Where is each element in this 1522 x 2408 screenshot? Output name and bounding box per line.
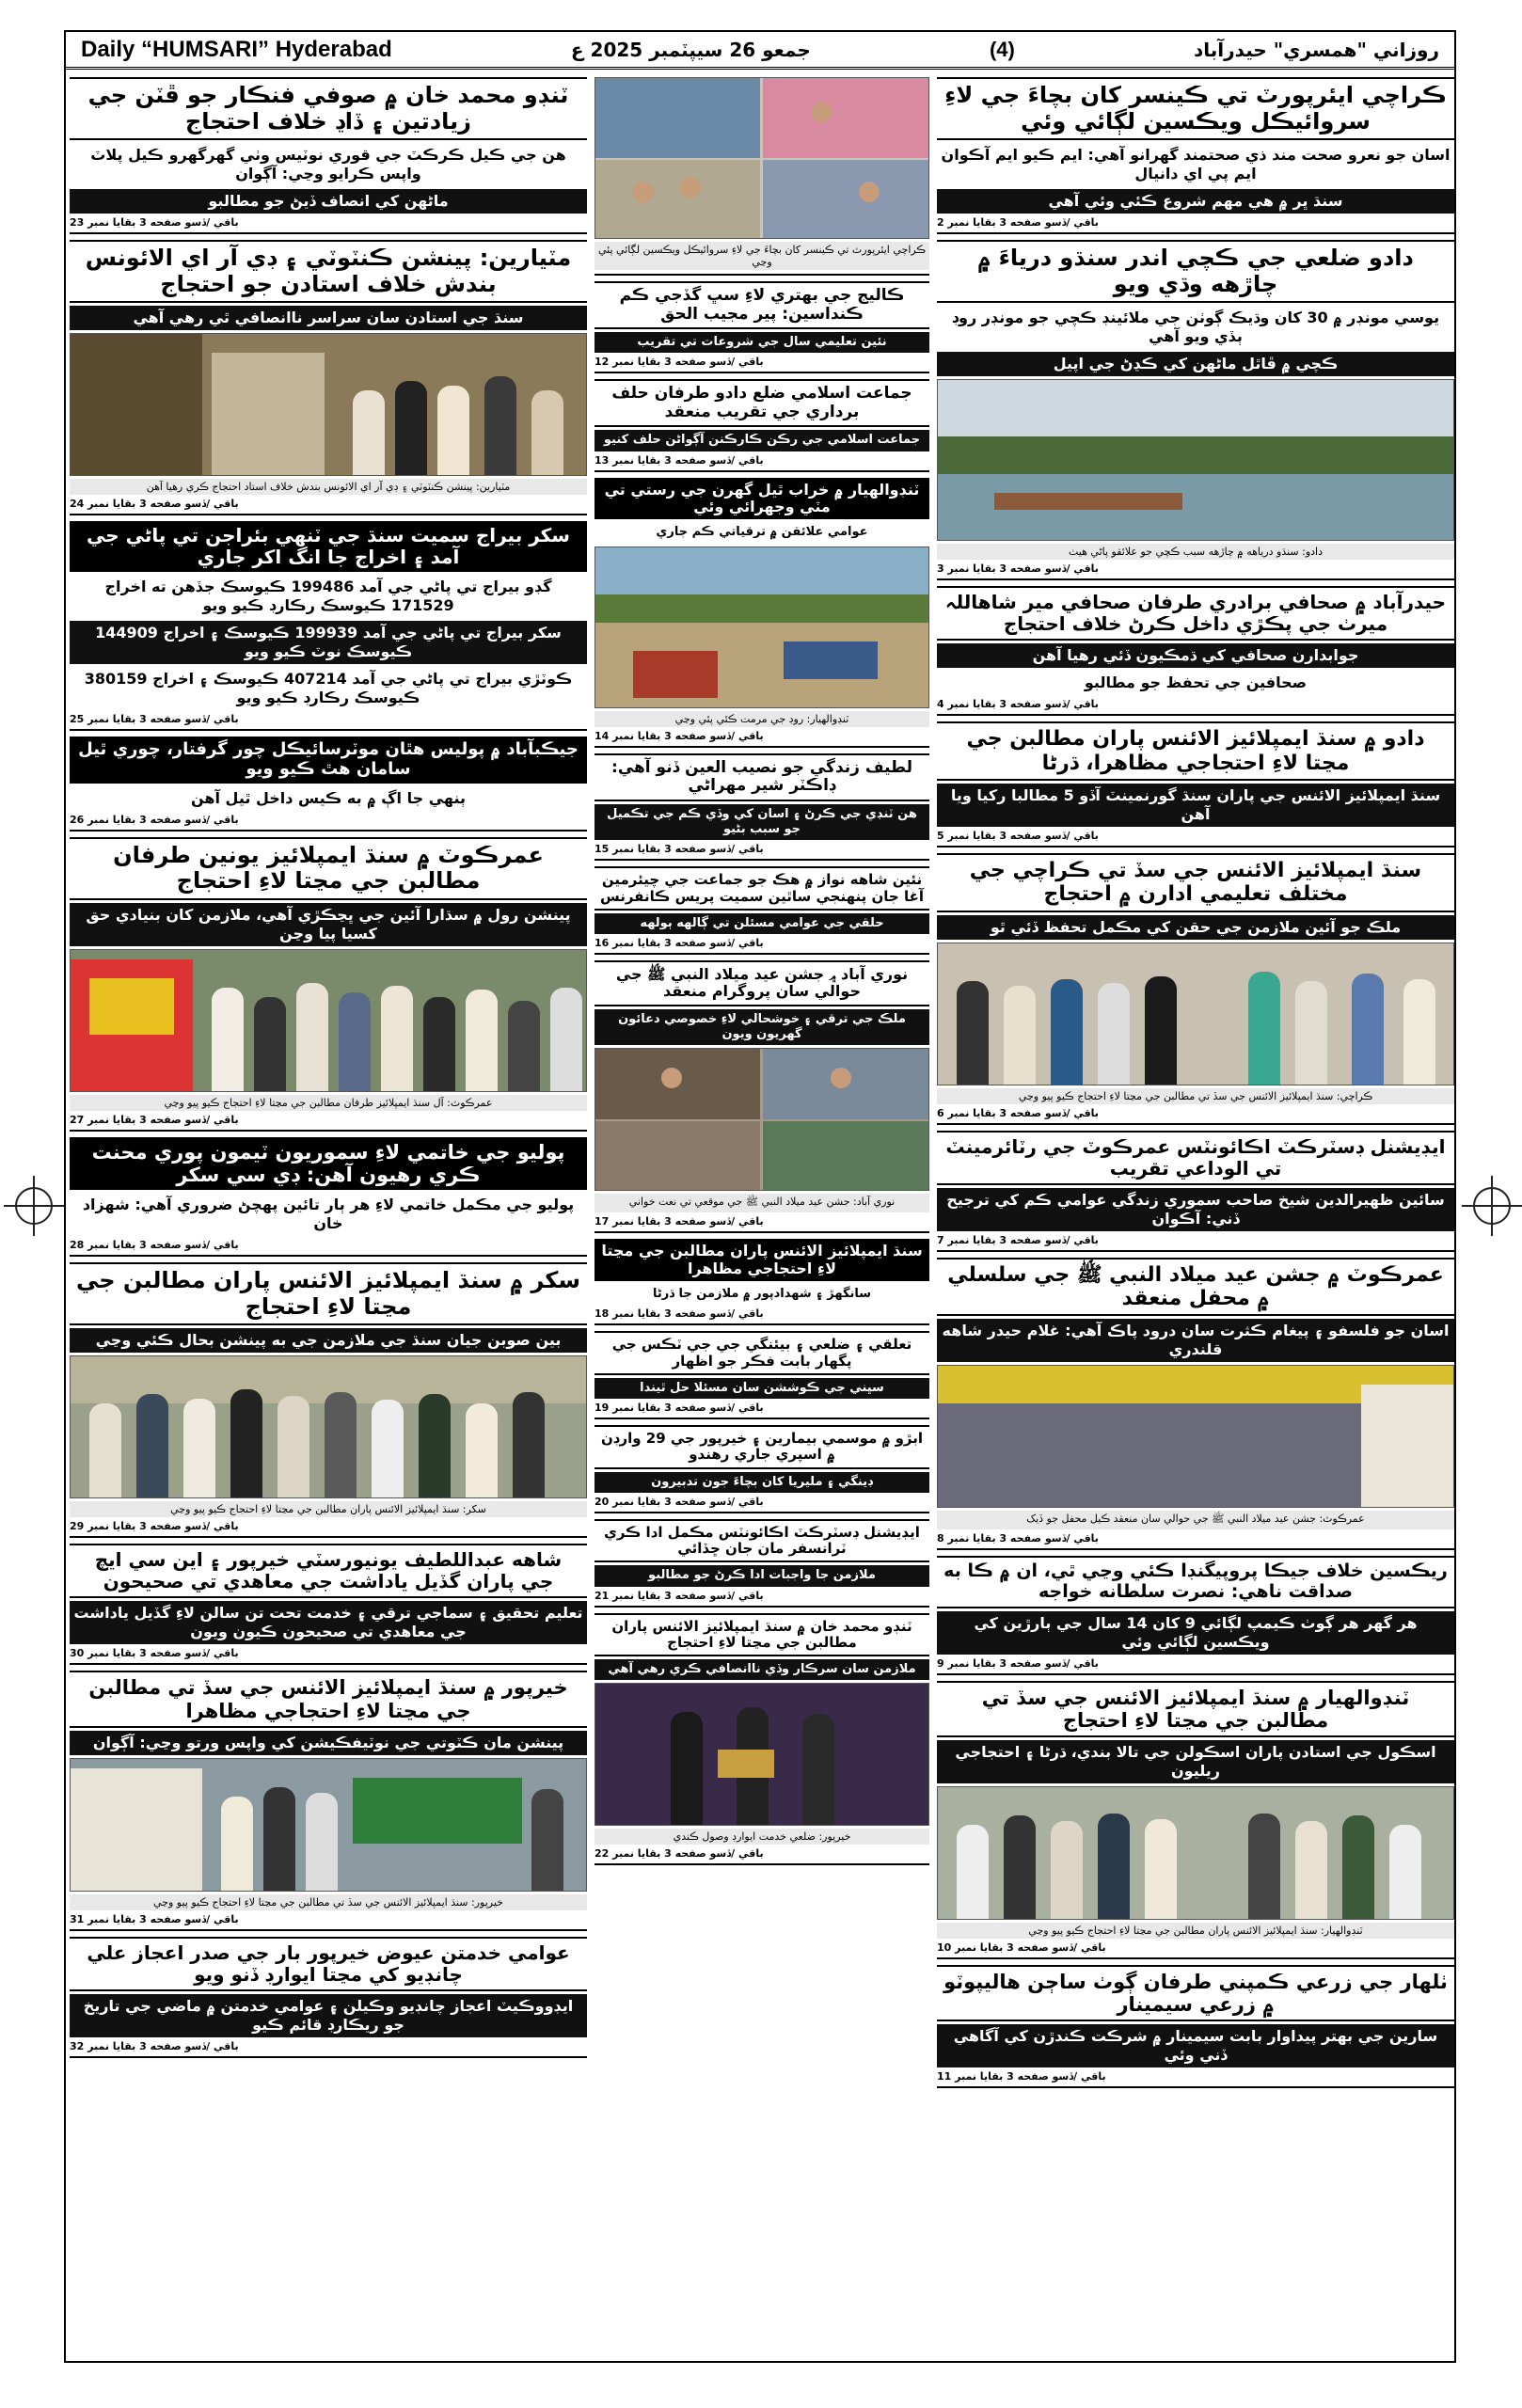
newspaper-page — [64, 30, 1456, 2363]
photo — [595, 1048, 929, 1191]
story-left-6 — [70, 1262, 587, 1538]
headline: سکر ۾ سنڌ ايمپلائيز الائنس پاران مطالبن جي مڃتا لاءِ احتجاج — [70, 1262, 587, 1325]
story-center-2 — [595, 379, 929, 471]
columns — [70, 77, 1451, 2357]
continuation: باقي /ڏسو صفحه 3 بقايا نمبر 18 — [595, 1307, 764, 1321]
continuation: باقي /ڏسو صفحه 3 بقايا نمبر 10 — [937, 1941, 1106, 1955]
subheadline: پينشن رول ۾ سڌارا آئين جي ڀڃڪڙي آهي، ملازمن کان بنيادي حق کسيا پيا وڃن — [70, 903, 587, 946]
headline: ايڊيشنل ڊسٽرڪٽ اڪائونٽس مڪمل ادا ڪري ٽرانسفر مان جان ڇڏائي — [595, 1519, 929, 1563]
subheadline: ملڪ جي ترقي ۽ خوشحالي لاءِ خصوصي دعائون گهريون ويون — [595, 1009, 929, 1046]
photo-caption: ڪراچي: سنڌ ايمپلائيز الائنس جي سڏ تي مطالبن جي مڃتا لاءِ احتجاج ڪيو پيو وڃي — [937, 1088, 1454, 1104]
subheadline-2: صحافين جي تحفظ جو مطالبو — [937, 671, 1454, 695]
headline: ايڊيشنل ڊسٽرڪٽ اڪائونٽس عمرڪوٽ جي رٽائرمينٽ تي الوداعي تقريب — [937, 1131, 1454, 1185]
continuation: باقي /ڏسو صفحه 3 بقايا نمبر 7 — [937, 1233, 1099, 1246]
urdu-title: روزاني "همسري" حيدرآباد — [1193, 38, 1439, 61]
headline: عوامي خدمتن عيوض خيرپور بار جي صدر اعجاز علي چانڊيو کي مڃتا ايوارڊ ڏنو ويو — [70, 1937, 587, 1991]
continuation: باقي /ڏسو صفحه 3 بقايا نمبر 5 — [937, 829, 1099, 842]
story-right-7 — [937, 1556, 1454, 1675]
story-right-1 — [937, 240, 1454, 580]
headline: سنڌ ايمپلائيز الائنس جي سڏ تي ڪراچي جي مختلف تعليمي ادارن ۾ احتجاج — [937, 853, 1454, 912]
story-center-6 — [595, 960, 929, 1233]
masthead — [66, 32, 1454, 70]
headline: ٽنڊوالهيار ۾ سنڌ ايمپلائيز الائنس جي سڏ تي مطالبن جي مڃتا لاءِ احتجاج — [937, 1681, 1454, 1737]
headline: دادو ضلعي جي ڪچي اندر سنڌو درياءَ ۾ چاڙهه وڌي ويو — [937, 240, 1454, 303]
headline: دادو ۾ سنڌ ايمپلائيز الائنس پاران مطالبن جي مڃتا لاءِ احتجاجي مظاهرا، ڌرڻا — [937, 721, 1454, 781]
center-column — [595, 77, 929, 2357]
page-number: (4) — [989, 37, 1015, 61]
story-left-5 — [70, 1137, 587, 1257]
continuation: باقي /ڏسو صفحه 3 بقايا نمبر 14 — [595, 729, 764, 742]
story-right-6 — [937, 1258, 1454, 1551]
headline: ٽنڊو محمد خان ۾ صوفي فنڪار جو ڦٽن جي زيادتين ۽ ڏاڍ خلاف احتجاج — [70, 77, 587, 140]
photo-caption: خيرپور: سنڌ ايمپلائيز الائنس جي سڏ تي مطالبن جي مڃتا لاءِ احتجاج ڪيو پيو وڃي — [70, 1894, 587, 1910]
subheadline: نئين تعليمي سال جي شروعات تي تقريب — [595, 332, 929, 353]
subheadline: پوليو جي مڪمل خاتمي لاءِ هر ٻار تائين پهچڻ ضروري آهي: شهزاد خان — [70, 1193, 587, 1236]
continuation: باقي /ڏسو صفحه 3 بقايا نمبر 25 — [70, 713, 239, 726]
headline: سکر بيراج سميت سنڌ جي ٽنهي بئراجن تي پاڻي جي آمد ۽ اخراج جا انگ اکر جاري — [70, 521, 587, 572]
continuation: باقي /ڏسو صفحه 3 بقايا نمبر 3 — [937, 562, 1099, 576]
subheadline-2: ڪچي ۾ ڦاٿل ماڻهن کي ڪڍڻ جي اپيل — [937, 352, 1454, 376]
story-left-1 — [70, 240, 587, 515]
subheadline: تعليم تحقيق ۽ سماجي ترقي ۽ خدمت تحت تن سالن لاءِ گڏيل ياداشت جي معاهدي تي صحيحون ڪيون ويون — [70, 1601, 587, 1644]
subheadline: هن ٽنڊي جي ڪرڻ ۽ اسان کي وڏي ڪم جي تڪميل جو سبب بڻيو — [595, 804, 929, 841]
subheadline: بين صوبن جيان سنڌ جي ملازمن جي به پينشن بحال ڪئي وڃي — [70, 1328, 587, 1353]
subheadline: سائين ظهيرالدين شيخ صاحب سموري زندگي عوامي ڪم کي ترجيح ڏني: آڪوان — [937, 1188, 1454, 1231]
headline: نئين شاهه نواز ۾ هڪ جو جماعت جي چيئرمين آغا جان پنهنجي ساٿين سميت پريس ڪانفرنس — [595, 866, 929, 911]
photo — [595, 77, 929, 239]
continuation: باقي /ڏسو صفحه 3 بقايا نمبر 12 — [595, 356, 764, 369]
headline: عمرڪوٽ ۾ سنڌ ايمپلائيز يونين طرفان مطالبن جي مڃتا لاءِ احتجاج — [70, 837, 587, 900]
headline: تعلقي ۽ ضلعي ۽ بيئنگي جي جي ٽڪس جي پگهار بابت فڪر جو اظهار — [595, 1331, 929, 1375]
story-right-3 — [937, 721, 1454, 848]
continuation: باقي /ڏسو صفحه 3 بقايا نمبر 22 — [595, 1847, 764, 1861]
continuation: باقي /ڏسو صفحه 3 بقايا نمبر 20 — [595, 1495, 764, 1508]
photo — [70, 1758, 587, 1892]
story-left-2 — [70, 521, 587, 731]
continuation: باقي /ڏسو صفحه 3 بقايا نمبر 16 — [595, 937, 764, 950]
subheadline: گڊو بيراج تي پاڻي جي آمد 199486 ڪيوسڪ جڏهن ته اخراج 171529 ڪيوسڪ رڪارڊ ڪيو ويو — [70, 575, 587, 618]
continuation: باقي /ڏسو صفحه 3 بقايا نمبر 29 — [70, 1520, 239, 1533]
story-center-5 — [595, 866, 929, 955]
headline: جماعت اسلامي ضلع دادو طرفان حلف برداري جي تقريب منعقد — [595, 379, 929, 427]
subheadline: ڊينگي ۽ مليريا کان بچاءَ جون تدبيرون — [595, 1472, 929, 1493]
left-column — [70, 77, 587, 2357]
story-center-4 — [595, 753, 929, 862]
subheadline: ايڊووڪيٽ اعجاز چانڊيو وڪيلن ۽ عوامي خدمتن ۾ ماضي جي تاريخ جو ريڪارڊ قائم ڪيو — [70, 1994, 587, 2037]
photo — [70, 949, 587, 1092]
headline: سنڌ ايمپلائيز الائنس پاران مطالبن جي مڃتا لاءِ احتجاجي مظاهرا — [595, 1239, 929, 1281]
story-center-7 — [595, 1239, 929, 1325]
continuation: باقي /ڏسو صفحه 3 بقايا نمبر 19 — [595, 1402, 764, 1415]
headline: عمرڪوٽ ۾ جشن عيد ميلاد النبي ﷺ جي سلسلي ۾ محفل منعقد — [937, 1258, 1454, 1317]
photo — [70, 1355, 587, 1498]
subheadline: اسان جو فلسفو ۽ پيغام ڪثرت سان درود پاڪ آهي: غلام حيدر شاهه قلندري — [937, 1319, 1454, 1362]
headline: ريڪسين خلاف جيڪا پروپيگنڊا ڪئي وڃي ٿي، ان ۾ ڪا به صداقت ناهي: نصرت سلطانه خواجه — [937, 1556, 1454, 1608]
continuation: باقي /ڏسو صفحه 3 بقايا نمبر 9 — [937, 1656, 1099, 1670]
photo — [937, 943, 1454, 1085]
registration-mark-left — [15, 1187, 53, 1225]
subheadline: عوامي علائقن ۾ ترقياتي ڪم جاري — [595, 522, 929, 543]
right-column — [937, 77, 1454, 2357]
story-center-1 — [595, 281, 929, 373]
photo-caption: دادو: سنڌو درياهه ۾ چاڙهه سبب ڪچي جو علائقو پاڻي هيٺ — [937, 544, 1454, 560]
subheadline-2: ماڻهن کي انصاف ڏيڻ جو مطالبو — [70, 189, 587, 214]
continuation: باقي /ڏسو صفحه 3 بقايا نمبر 24 — [70, 498, 239, 511]
story-left-7 — [70, 1544, 587, 1665]
story-right-8 — [937, 1681, 1454, 1959]
photo — [937, 1786, 1454, 1920]
photo — [937, 1365, 1454, 1508]
story-center-3 — [595, 478, 929, 748]
photo-caption: مٽيارين: پينشن ڪنٽوٽي ۽ ڊي آر اي الائونس بندش خلاف استاد احتجاج ڪري رهيا آهن — [70, 479, 587, 495]
story-center-8 — [595, 1331, 929, 1419]
photo-caption: سکر: سنڌ ايمپلائيز الائنس پاران مطالبن جي مڃتا لاءِ احتجاج ڪيو پيو وڃي — [70, 1501, 587, 1517]
continuation: باقي /ڏسو صفحه 3 بقايا نمبر 32 — [70, 2039, 239, 2052]
headline: ڪاليج جي بهتري لاءِ سڀ گڏجي ڪم ڪنداسين: پير مجيب الحق — [595, 281, 929, 329]
photo-caption: نوري آباد: جشن عيد ميلاد النبي ﷺ جي موقعي تي نعت خواني — [595, 1194, 929, 1212]
headline: ٺلهار جي زرعي ڪمپني طرفان ڳوٺ ساڄن هاليپوٽو ۾ زرعي سيمينار — [937, 1965, 1454, 2021]
headline: ٽنڊو محمد خان ۾ سنڌ ايمپلائيز الائنس پاران مطالبن جي مڃتا لاءِ احتجاج — [595, 1613, 929, 1657]
photo — [595, 1683, 929, 1826]
story-right-4 — [937, 853, 1454, 1125]
subheadline: جماعت اسلامي جي رڪن ڪارڪنن آڳواڻن حلف کنيو — [595, 430, 929, 451]
photo — [937, 379, 1454, 541]
photo-caption: خيرپور: ضلعي خدمت ايوارڊ وصول ڪندي — [595, 1829, 929, 1845]
subheadline: اسڪول جي استادن پاران اسڪولن جي تالا بندي، ڌرڻا ۽ احتجاجي ريليون — [937, 1740, 1454, 1783]
continuation: باقي /ڏسو صفحه 3 بقايا نمبر 2 — [937, 216, 1099, 230]
story-center-11 — [595, 1613, 929, 1866]
continuation: باقي /ڏسو صفحه 3 بقايا نمبر 27 — [70, 1113, 239, 1126]
story-left-4 — [70, 837, 587, 1132]
story-right-9 — [937, 1965, 1454, 2088]
continuation: باقي /ڏسو صفحه 3 بقايا نمبر 11 — [937, 2070, 1106, 2083]
continuation: باقي /ڏسو صفحه 3 بقايا نمبر 30 — [70, 1647, 239, 1660]
subheadline: سڀني جي ڪوششن سان مسئلا حل ٿيندا — [595, 1378, 929, 1399]
subheadline: ملازمن سان سرڪار وڏي ناانصافي ڪري رهي آهي — [595, 1659, 929, 1680]
continuation: باقي /ڏسو صفحه 3 بقايا نمبر 21 — [595, 1589, 764, 1602]
subheadline: جوابدارن صحافي کي ڌمڪيون ڏئي رهيا آهن — [937, 643, 1454, 668]
photo — [595, 547, 929, 708]
story-right-5 — [937, 1131, 1454, 1252]
photo-caption: ڪراچي ايئرپورٽ تي ڪينسر کان بچاءَ جي لاءِ سروائيڪل ويڪسين لڳائي پئي وڃي — [595, 242, 929, 270]
headline: جيڪبآباد ۾ پوليس هٿان موٽرسائيڪل چور گرفتار، چوري ٿيل سامان هٿ ڪيو ويو — [70, 737, 587, 783]
subheadline: يوسي مونڊر ۾ 30 کان وڌيڪ ڳوٺن جي ملائينڊ ڪچي جو مونڊر روڊ ٻڏي ويو آهي — [937, 306, 1454, 349]
subheadline: ملازمن جا واجبات ادا ڪرڻ جو مطالبو — [595, 1565, 929, 1586]
headline: حيدرآباد ۾ صحافي برادري طرفان صحافي مير شاهاللہ ميرٺ جي پڪڙي داخل ڪرڻ خلاف احتجاج — [937, 586, 1454, 641]
subheadline-2: سکر بيراج تي پاڻي جي آمد 199939 ڪيوسڪ ۽ اخراج 144909 ڪيوسڪ نوٽ ڪيو ويو — [70, 621, 587, 664]
story-center-10 — [595, 1519, 929, 1608]
subheadline: ٻنهي جا اڳ ۾ به ڪيس داخل ٿيل آهن — [70, 786, 587, 811]
headline: ابڙو ۾ موسمي بيمارين ۽ خيرپور جي 29 وارڊن ۾ اسپري جاري رهندو — [595, 1425, 929, 1469]
subheadline: اسان جو نعرو صحت مند ذي صحتمند گهرانو آهي: ايم ڪيو ايم آڪوان ايم پي اي دانيال — [937, 143, 1454, 186]
registration-mark-right — [1473, 1187, 1511, 1225]
story-center-9 — [595, 1425, 929, 1513]
headline: شاهه عبداللطيف يونيورسٽي خيرپور ۽ اين سي ايچ جي پاران گڏيل ياداشت جي معاهدي تي صحيحون — [70, 1544, 587, 1598]
story-left-8 — [70, 1671, 587, 1930]
subheadline-3: ڪوٽڙي بيراج تي پاڻي جي آمد 407214 ڪيوسڪ ۽ اخراج 380159 ڪيوسڪ رڪارڊ ڪيو ويو — [70, 667, 587, 710]
english-title: Daily “HUMSARI” Hyderabad — [81, 36, 392, 62]
continuation: باقي /ڏسو صفحه 3 بقايا نمبر 13 — [595, 453, 764, 467]
headline: ڪراچي ايئرپورٽ تي ڪينسر کان بچاءَ جي لاءِ سروائيڪل ويڪسين لڳائي وئي — [937, 77, 1454, 140]
photo-caption: عمرڪوٽ: آل سنڌ ايمپلائيز طرفان مطالبن جي مڃتا لاءِ احتجاج ڪيو پيو وڃي — [70, 1095, 587, 1111]
story-center-0 — [595, 77, 929, 276]
continuation: باقي /ڏسو صفحه 3 بقايا نمبر 4 — [937, 698, 1099, 711]
story-right-0 — [937, 77, 1454, 234]
story-right-2 — [937, 586, 1454, 716]
subheadline: هر گهر هر ڳوٺ ڪيمپ لڳائي 9 کان 14 سال جي ٻارڙين کي ويڪسين لڳائي وئي — [937, 1611, 1454, 1655]
subheadline: حلقي جي عوامي مسئلن تي ڳالهه ٻولهه — [595, 913, 929, 934]
headline: ٽنڊوالهيار ۾ خراب ٿيل گهرن جي رستي تي مٽي وجهرائي وئي — [595, 478, 929, 520]
subheadline: سارين جي بهتر پيداوار بابت سيمينار ۾ شرڪت ڪندڙن کي آگاهي ڏني وئي — [937, 2024, 1454, 2067]
continuation: باقي /ڏسو صفحه 3 بقايا نمبر 23 — [70, 216, 239, 230]
subheadline: هن جي ڪيل ڪرڪٽ جي قوري نوٽيس وٺي گهرگهرو ڪيل پلاٽ واپس ڪرايو وڃي: آڳوان — [70, 143, 587, 186]
subheadline: سنڌ جي استادن سان سراسر ناانصافي ٿي رهي آهي — [70, 306, 587, 330]
continuation: باقي /ڏسو صفحه 3 بقايا نمبر 28 — [70, 1239, 239, 1252]
subheadline-2: سنڌ ڀر ۾ هي مهم شروع ڪئي وئي آهي — [937, 189, 1454, 214]
photo-caption: ٽنڊوالهيار: روڊ جي مرمت ڪئي پئي وڃي — [595, 711, 929, 727]
continuation: باقي /ڏسو صفحه 3 بقايا نمبر 8 — [937, 1532, 1099, 1545]
subheadline: ملڪ جو آئين ملازمن جي حقن کي مڪمل تحفظ ڏئي ٿو — [937, 915, 1454, 940]
continuation: باقي /ڏسو صفحه 3 بقايا نمبر 26 — [70, 813, 239, 826]
photo-caption: ٽنڊوالهيار: سنڌ ايمپلائيز الائنس پاران مطالبن جي مڃتا لاءِ احتجاج ڪيو پيو وڃي — [937, 1923, 1454, 1939]
continuation: باقي /ڏسو صفحه 3 بقايا نمبر 15 — [595, 843, 764, 856]
issue-date: جمعو 26 سيپٽمبر 2025 ع — [570, 38, 811, 61]
photo-caption: عمرڪوٽ: جشن عيد ميلاد النبي ﷺ جي حوالي سان منعقد ڪيل محفل جو ڏيک — [937, 1511, 1454, 1529]
continuation: باقي /ڏسو صفحه 3 بقايا نمبر 6 — [937, 1106, 1099, 1119]
story-left-9 — [70, 1937, 587, 2058]
story-left-3 — [70, 737, 587, 831]
subheadline: سنڌ ايمپلائيز الائنس جي پاران سنڌ گورنمينٽ آڏو 5 مطالبا رکيا ويا آهن — [937, 784, 1454, 827]
subheadline: سانگهڙ ۽ شهدادپور ۾ ملازمن جا ڌرڻا — [595, 1284, 929, 1305]
continuation: باقي /ڏسو صفحه 3 بقايا نمبر 17 — [595, 1215, 764, 1228]
headline: خيرپور ۾ سنڌ ايمپلائيز الائنس جي سڏ تي مطالبن جي مڃتا لاءِ احتجاجي مظاهرا — [70, 1671, 587, 1727]
subheadline: پينشن مان ڪٽوتي جي نوٽيفڪيشن کي واپس ورتو وڃي: آڳوان — [70, 1731, 587, 1755]
headline: مٽيارين: پينشن ڪنٽوٽي ۽ ڊي آر اي الائونس بندش خلاف استادن جو احتجاج — [70, 240, 587, 303]
headline: پوليو جي خاتمي لاءِ سموريون ٽيمون پوري محنت ڪري رهيون آهن: ڊي سي سکر — [70, 1137, 587, 1190]
headline: لطيف زندگي جو نصيب العين ڏنو آهي: ڊاڪٽر شير مهراڻي — [595, 753, 929, 801]
continuation: باقي /ڏسو صفحه 3 بقايا نمبر 31 — [70, 1912, 239, 1925]
photo — [70, 333, 587, 476]
headline: نوري آباد ۾ جشن عيد ميلاد النبي ﷺ جي حوالي سان پروگرام منعقد — [595, 960, 929, 1006]
story-left-0 — [70, 77, 587, 234]
